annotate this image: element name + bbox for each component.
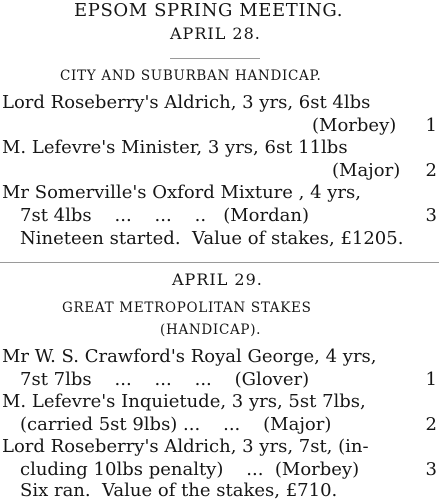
- divider: [0, 262, 439, 263]
- meeting-title: EPSOM SPRING MEETING.: [74, 0, 344, 21]
- day2-entry-1-line1: Mr W. S. Crawford's Royal George, 4 yrs,: [2, 346, 377, 367]
- day2-race-subtitle: (HANDICAP).: [160, 322, 262, 338]
- day2-entry-1-line2: 7st 7lbs ... ... ... (Glover): [20, 369, 310, 390]
- day2-entry-1-place: 1: [425, 369, 437, 390]
- day2-entry-2-line2: (carried 5st 9lbs) ... ... (Major): [20, 414, 332, 435]
- day2-entry-3-line2: cluding 10lbs penalty) ... (Morbey): [20, 459, 360, 480]
- day1-entry-3-line2: 7st 4lbs ... ... .. (Mordan): [20, 205, 309, 226]
- divider: [170, 58, 260, 59]
- day1-entry-2-line1: M. Lefevre's Minister, 3 yrs, 6st 11lbs: [2, 137, 348, 158]
- day1-entry-1-line1: Lord Roseberry's Aldrich, 3 yrs, 6st 4lbs: [2, 92, 371, 113]
- day1-entry-2-jockey: (Major): [332, 160, 401, 181]
- day2-entry-3-place: 3: [425, 459, 437, 480]
- day1-race-title: CITY AND SUBURBAN HANDICAP.: [60, 68, 322, 84]
- day1-entry-3-line1: Mr Somerville's Oxford Mixture , 4 yrs,: [2, 182, 361, 203]
- day1-date: APRIL 28.: [170, 24, 261, 43]
- day2-entry-3-line1: Lord Roseberry's Aldrich, 3 yrs, 7st, (in-: [2, 436, 369, 457]
- day1-entry-2-place: 2: [425, 160, 437, 181]
- day2-summary: Six ran. Value of the stakes, £710.: [20, 480, 338, 501]
- day1-entry-3-place: 3: [425, 205, 437, 226]
- day2-race-title: GREAT METROPOLITAN STAKES: [62, 300, 312, 316]
- day1-summary: Nineteen started. Value of stakes, £1205.: [20, 228, 404, 249]
- day1-entry-1-jockey: (Morbey): [312, 115, 397, 136]
- day2-entry-2-line1: M. Lefevre's Inquietude, 3 yrs, 5st 7lbs,: [2, 391, 366, 412]
- day2-date: APRIL 29.: [172, 270, 263, 289]
- day2-entry-2-place: 2: [425, 414, 437, 435]
- day1-entry-1-place: 1: [425, 115, 437, 136]
